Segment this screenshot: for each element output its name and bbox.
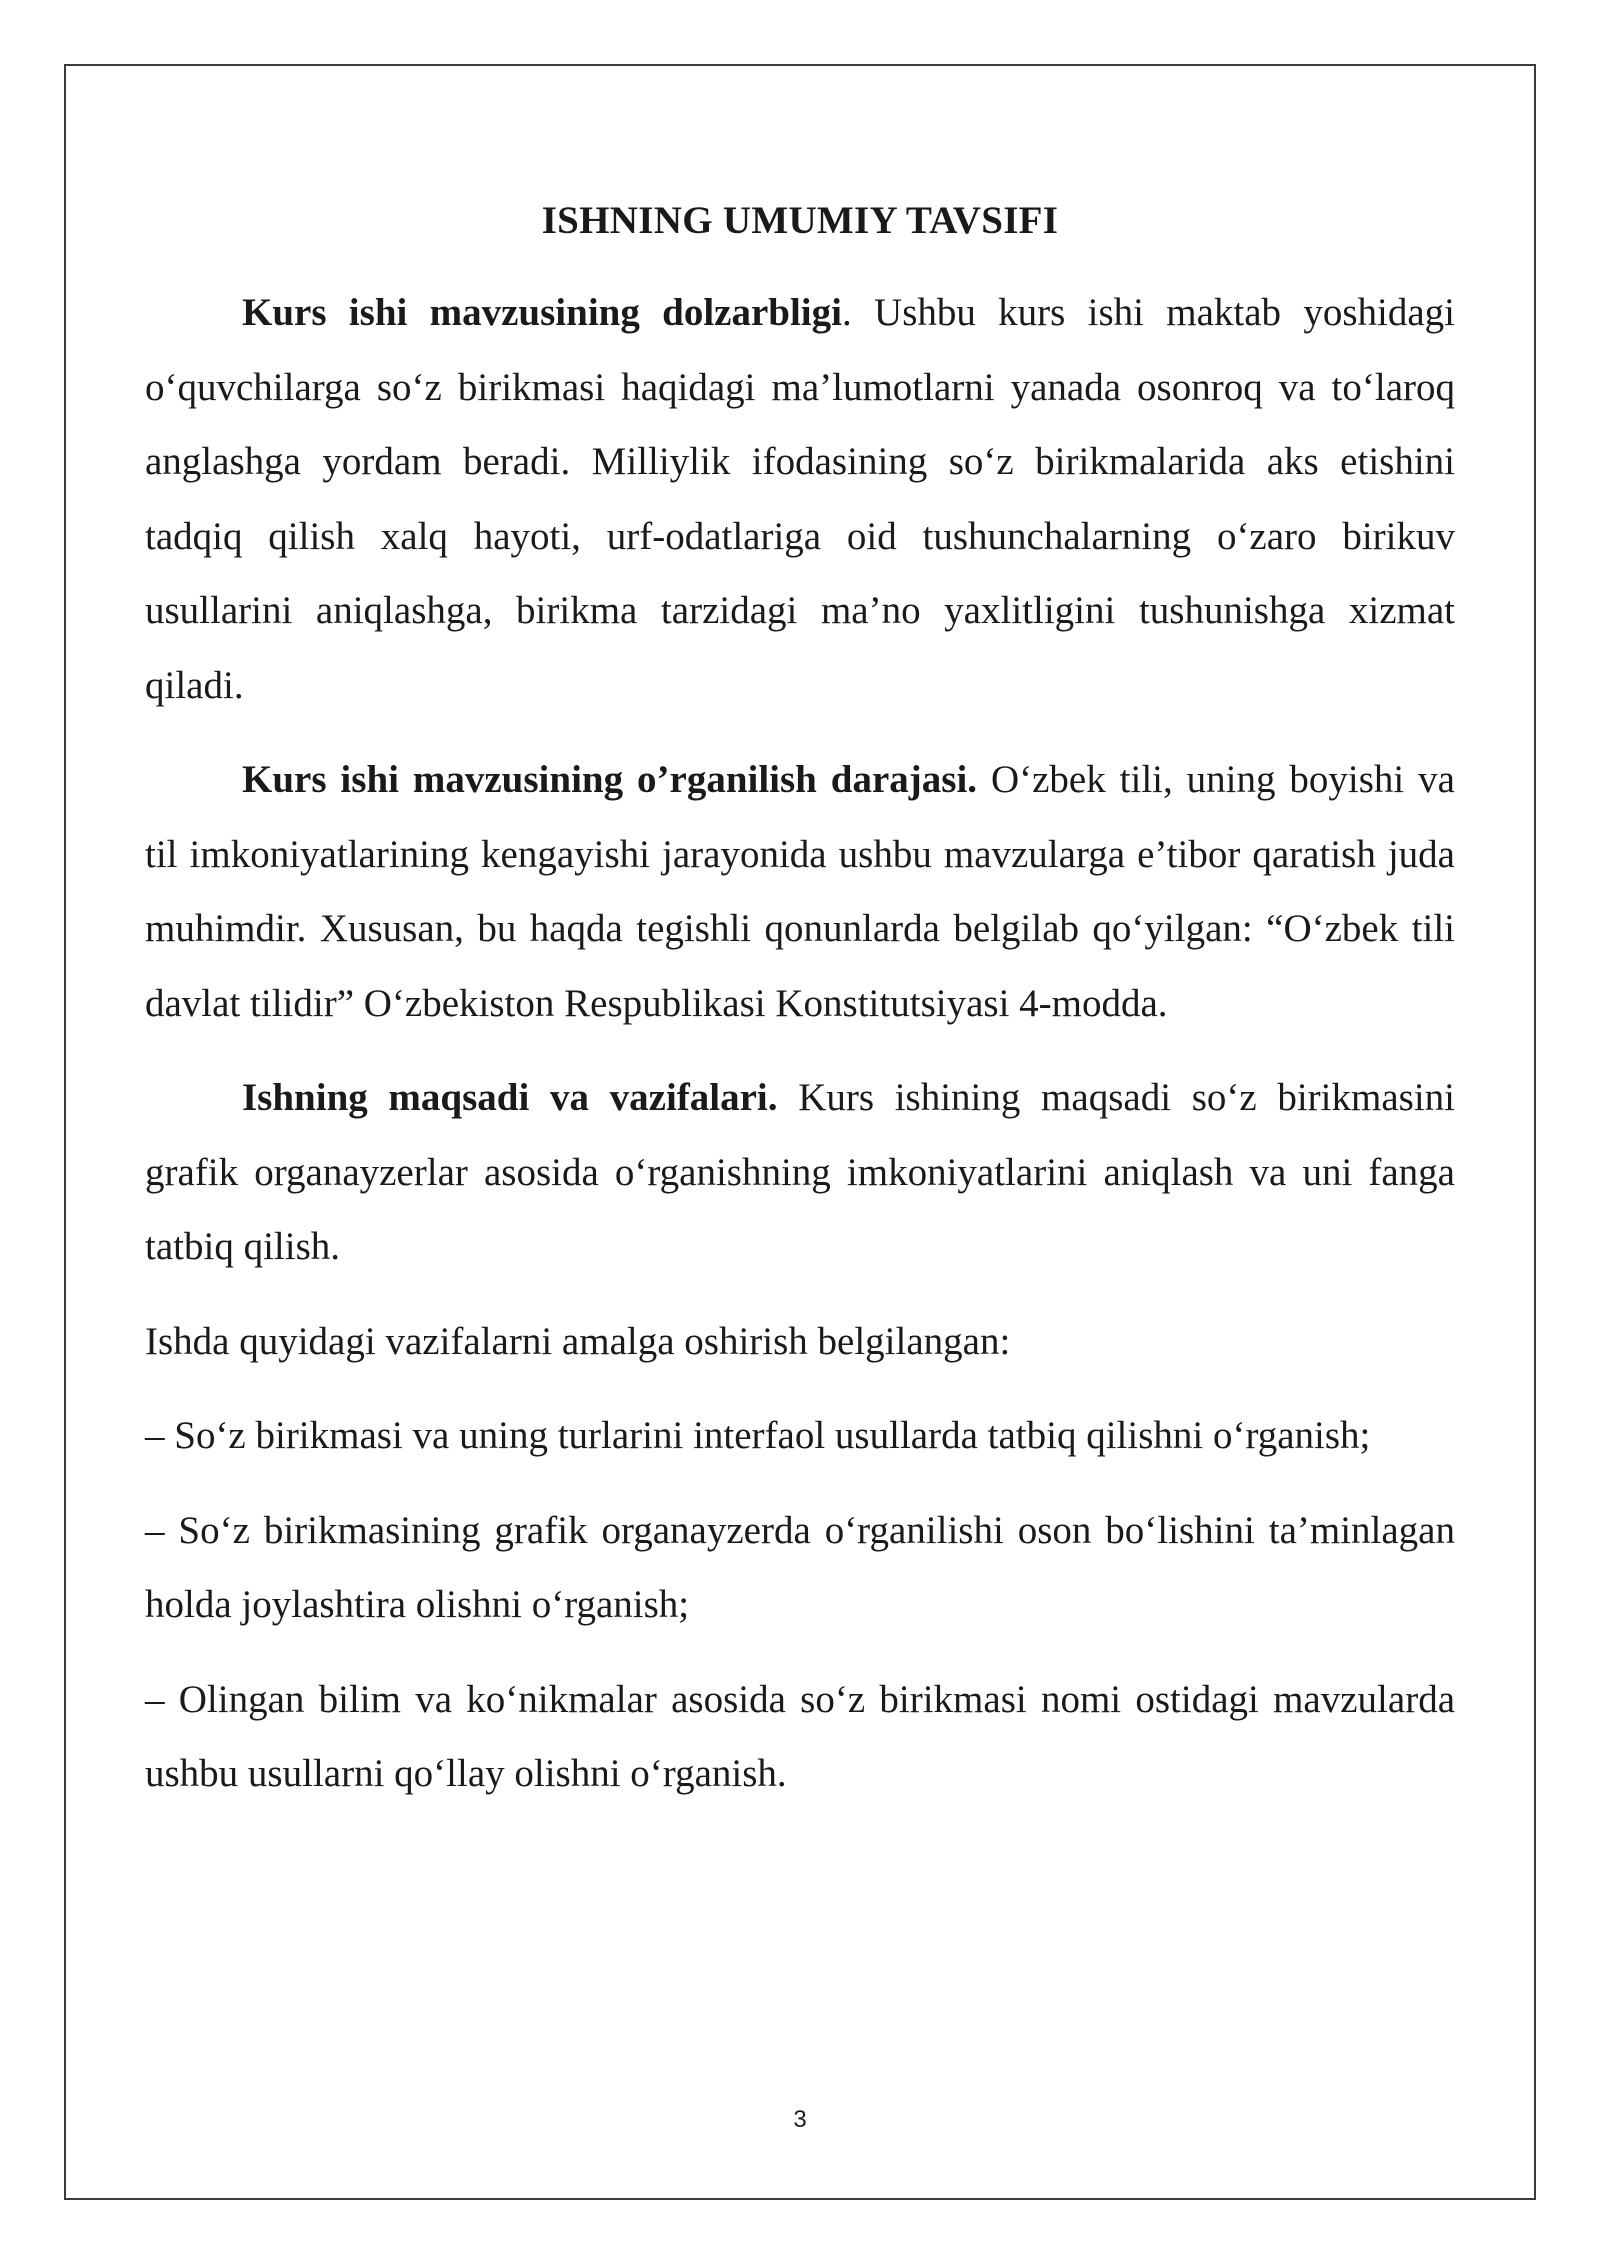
paragraph-text: Kurs ishining maqsadi so‘z birikmasini grafik organayzerlar asosida o‘rganishning imkoniyatlarini aniqlash va uni fanga tatbiq qilish.	[145, 1076, 1455, 1268]
paragraph-study-level	[145, 743, 1455, 1041]
section-heading-goals: Ishning maqsadi va vazifalari.	[242, 1076, 778, 1119]
paragraph-text: O‘zbek tili, uning boyishi va til imkoniyatlarining kengayishi jarayonida ushbu mavzularga e’tibor qaratish juda muhimdir. Xususan, bu haqda tegishli qonunlarda belgilab qo‘yilgan: “O‘zbek tili davlat tilidir” O‘zbekiston Respublikasi Konstitutsiyasi 4-modda.	[145, 758, 1455, 1025]
paragraph-text: Ushbu kurs ishi maktab yoshidagi o‘quvchilarga so‘z birikmasi haqidagi ma’lumotlarni yanada osonroq va to‘laroq anglashga yordam beradi. Milliylik ifodasining so‘z birikmalarida aks etishini tadqiq qilish xalq hayoti, urf-odatlariga oid tushunchalarning o‘zaro birikuv usullarini aniqlashga, birikma tarzidagi ma’no yaxlitligini tushunishga xizmat qiladi.	[145, 291, 1455, 707]
heading-punctuation: .	[841, 291, 852, 334]
page-number: 3	[793, 2106, 807, 2133]
task-item: – So‘z birikmasi va uning turlarini interfaol usullarda tatbiq qilishni o‘rganish;	[145, 1414, 1371, 1457]
paragraph-relevance	[145, 276, 1455, 723]
section-heading-study-level: Kurs ishi mavzusining o’rganilish darajasi.	[242, 758, 978, 801]
document-body	[145, 186, 1455, 1812]
page-title: ISHNING UMUMIY TAVSIFI	[541, 199, 1059, 242]
task-item: – Olingan bilim va ko‘nikmalar asosida so‘z birikmasi nomi ostidagi mavzularda ushbu usullarni qo‘llay olishni o‘rganish.	[145, 1677, 1455, 1795]
tasks-intro: Ishda quyidagi vazifalarni amalga oshirish belgilangan:	[145, 1319, 1011, 1363]
section-heading-relevance: Kurs ishi mavzusining dolzarbligi	[242, 291, 842, 334]
task-item: – So‘z birikmasining grafik organayzerda o‘rganilishi oson bo‘lishini ta’minlagan holda joylashtira olishni o‘rganish;	[145, 1508, 1455, 1626]
paragraph-goals	[145, 1061, 1455, 1285]
